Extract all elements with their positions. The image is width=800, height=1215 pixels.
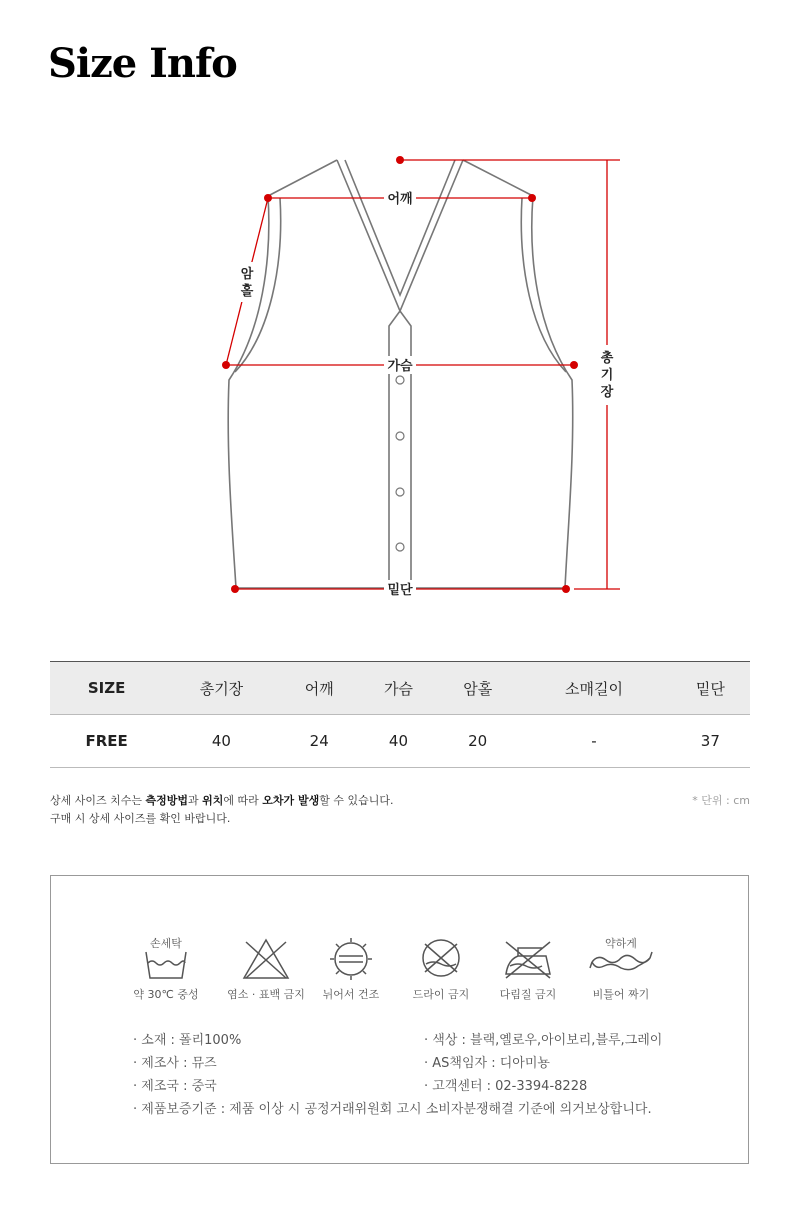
- vest-size-diagram: [0, 140, 800, 610]
- no-iron-icon: [488, 936, 568, 1002]
- customer-center-info: · 고객센터 : 02-3394-8228: [424, 1079, 588, 1094]
- size-table-header-cell: 총기장: [163, 662, 279, 715]
- hand-wash-icon: [126, 936, 206, 1002]
- color-info: · 색상 : 블랙,옐로우,아이보리,블루,그레이: [424, 1033, 663, 1048]
- shoulder-label: 어깨: [387, 192, 413, 207]
- chest-label: 가슴: [387, 359, 413, 374]
- table-cell: 20: [438, 715, 517, 768]
- warranty-info: · 제품보증기준 : 제품 이상 시 공정거래위원회 고시 소비자분쟁해결 기준에 의거보상합니다.: [133, 1102, 652, 1117]
- size-table-header-cell: 암홀: [438, 662, 517, 715]
- table-cell: FREE: [50, 715, 163, 768]
- page-title: Size Info: [48, 40, 237, 87]
- measurement-lines: [226, 160, 620, 589]
- note-line-1: 상세 사이즈 치수는 측정방법과 위치에 따라 오차가 발생할 수 있습니다.: [50, 794, 394, 807]
- svg-text:손세탁: 손세탁: [150, 937, 182, 950]
- armhole-label: 암 홀: [240, 267, 254, 299]
- size-table-header: [50, 662, 750, 715]
- table-cell: 24: [280, 715, 359, 768]
- hem-label: 밑단: [387, 583, 413, 598]
- no-bleach-caption: 염소 · 표백 금지: [227, 988, 305, 1001]
- size-table-header-cell: 밑단: [671, 662, 750, 715]
- svg-text:약하게: 약하게: [605, 937, 637, 950]
- note-line-2: 구매 시 상세 사이즈를 확인 바랍니다.: [50, 812, 231, 825]
- measurement-points: [222, 156, 578, 593]
- table-cell: 40: [163, 715, 279, 768]
- vest-buttons: [396, 376, 404, 551]
- no-bleach-icon: [226, 936, 306, 1002]
- table-cell: 37: [671, 715, 750, 768]
- total-length-label: 총 기 장: [600, 351, 614, 400]
- dry-flat-icon: [311, 936, 391, 1002]
- no-dry-clean-caption: 드라이 금지: [412, 988, 470, 1001]
- no-iron-caption: 다림질 금지: [499, 988, 557, 1001]
- measurement-notes: [50, 792, 394, 828]
- table-row: [50, 715, 750, 768]
- hand-wash-caption: 약 30℃ 중성: [133, 988, 199, 1001]
- unit-note: * 단위 : cm: [692, 794, 750, 807]
- gentle-wring-caption: 비틀어 짜기: [592, 988, 650, 1001]
- dry-flat-caption: 뉘어서 건조: [322, 988, 380, 1001]
- material-info: · 소재 : 폴리100%: [133, 1033, 242, 1048]
- care-info-box: [50, 875, 749, 1164]
- size-table-header-cell: SIZE: [50, 662, 163, 715]
- gentle-wring-icon: [581, 936, 661, 1002]
- no-dry-clean-icon: [401, 936, 481, 1002]
- table-cell: -: [517, 715, 670, 768]
- as-manager-info: · AS책임자 : 디아미뇽: [424, 1056, 550, 1071]
- manufacturer-info: · 제조사 : 뮤즈: [133, 1056, 217, 1071]
- origin-info: · 제조국 : 중국: [133, 1079, 217, 1094]
- size-table-header-cell: 소매길이: [517, 662, 670, 715]
- size-table-header-cell: 어깨: [280, 662, 359, 715]
- size-table-header-cell: 가슴: [359, 662, 438, 715]
- table-cell: 40: [359, 715, 438, 768]
- size-table: [50, 661, 750, 768]
- product-info-right: [424, 1029, 662, 1098]
